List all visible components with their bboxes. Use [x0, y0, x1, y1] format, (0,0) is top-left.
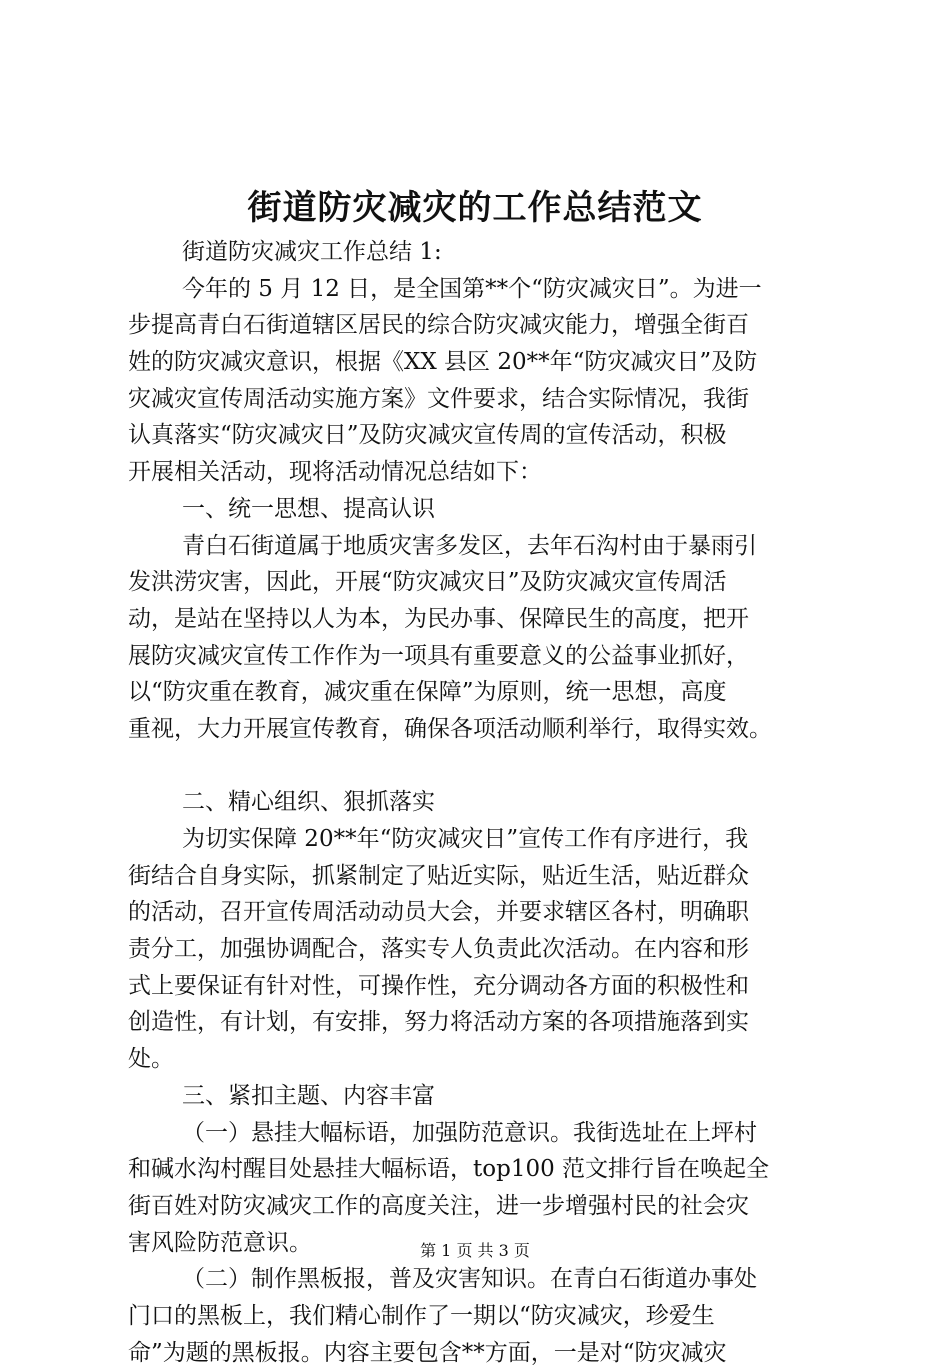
- paragraph-line: （一）悬挂大幅标语，加强防范意识。我街选址在上坪村: [182, 1119, 757, 1146]
- section-heading: 街道防灾减灾工作总结 1:: [182, 239, 442, 265]
- paragraph-line: 责分工，加强协调配合，落实专人负责此次活动。在内容和形: [128, 936, 749, 963]
- paragraph-line: 式上要保证有针对性，可操作性，充分调动各方面的积极性和: [128, 972, 749, 999]
- paragraph-line: 灾减灾宣传周活动实施方案》文件要求，结合实际情况，我街: [128, 385, 749, 412]
- paragraph-line: 和碱水沟村醒目处悬挂大幅标语，top100 范文排行旨在唤起全: [128, 1156, 770, 1183]
- document-body: [128, 234, 828, 1371]
- paragraph-line: 认真落实“防灾减灾日”及防灾减灾宣传周的宣传活动，积极: [128, 422, 727, 449]
- section-heading: 三、紧扣主题、内容丰富: [182, 1082, 435, 1109]
- paragraph-line: （二）制作黑板报，普及灾害知识。在青白石街道办事处: [182, 1266, 757, 1293]
- paragraph-gap: [128, 748, 828, 785]
- paragraph-line: 展防灾减灾宣传工作作为一项具有重要意义的公益事业抓好，: [128, 642, 749, 669]
- document-title: 街道防灾减灾的工作总结范文: [247, 188, 703, 228]
- paragraph-line: 创造性，有计划，有安排，努力将活动方案的各项措施落到实: [128, 1009, 749, 1036]
- paragraph-line: 发洪涝灾害，因此，开展“防灾减灾日”及防灾减灾宣传周活: [128, 569, 727, 596]
- paragraph-line: 为切实保障 20**年“防灾减灾日”宣传工作有序进行，我: [182, 826, 749, 852]
- paragraph-line: 的活动，召开宣传周活动动员大会，并要求辖区各村，明确职: [128, 899, 749, 926]
- paragraph-line: 姓的防灾减灾意识，根据《XX 县区 20**年“防灾减灾日”及防: [128, 349, 758, 376]
- paragraph-line: 重视，大力开展宣传教育，确保各项活动顺利举行，取得实效。: [128, 715, 772, 742]
- paragraph-line: 今年的 5 月 12 日，是全国第**个“防灾减灾日”。为进一: [182, 275, 762, 302]
- paragraph-line: 以“防灾重在教育，减灾重在保障”为原则，统一思想，高度: [128, 679, 727, 706]
- paragraph-line: 街结合自身实际，抓紧制定了贴近实际，贴近生活，贴近群众: [128, 862, 749, 889]
- paragraph-line: 动，是站在坚持以人为本，为民办事、保障民生的高度，把开: [128, 605, 749, 632]
- paragraph-line: 开展相关活动，现将活动情况总结如下：: [128, 459, 542, 486]
- paragraph-line: 处。: [128, 1046, 174, 1073]
- paragraph-line: 步提高青白石街道辖区居民的综合防灾减灾能力，增强全街百: [128, 312, 749, 339]
- paragraph-line: 青白石街道属于地质灾害多发区，去年石沟村由于暴雨引: [182, 532, 757, 559]
- paragraph-line: 门口的黑板上，我们精心制作了一期以“防灾减灾，珍爱生: [128, 1302, 715, 1329]
- page-footer: 第 1 页 共 3 页: [420, 1241, 530, 1260]
- paragraph-line: 命”为题的黑板报。内容主要包含**方面，一是对“防灾减灾: [128, 1339, 727, 1366]
- section-heading: 一、统一思想、提高认识: [182, 495, 435, 522]
- section-heading: 二、精心组织、狠抓落实: [182, 789, 435, 816]
- paragraph-line: 害风险防范意识。: [128, 1229, 312, 1256]
- paragraph-line: 街百姓对防灾减灾工作的高度关注，进一步增强村民的社会灾: [128, 1192, 749, 1219]
